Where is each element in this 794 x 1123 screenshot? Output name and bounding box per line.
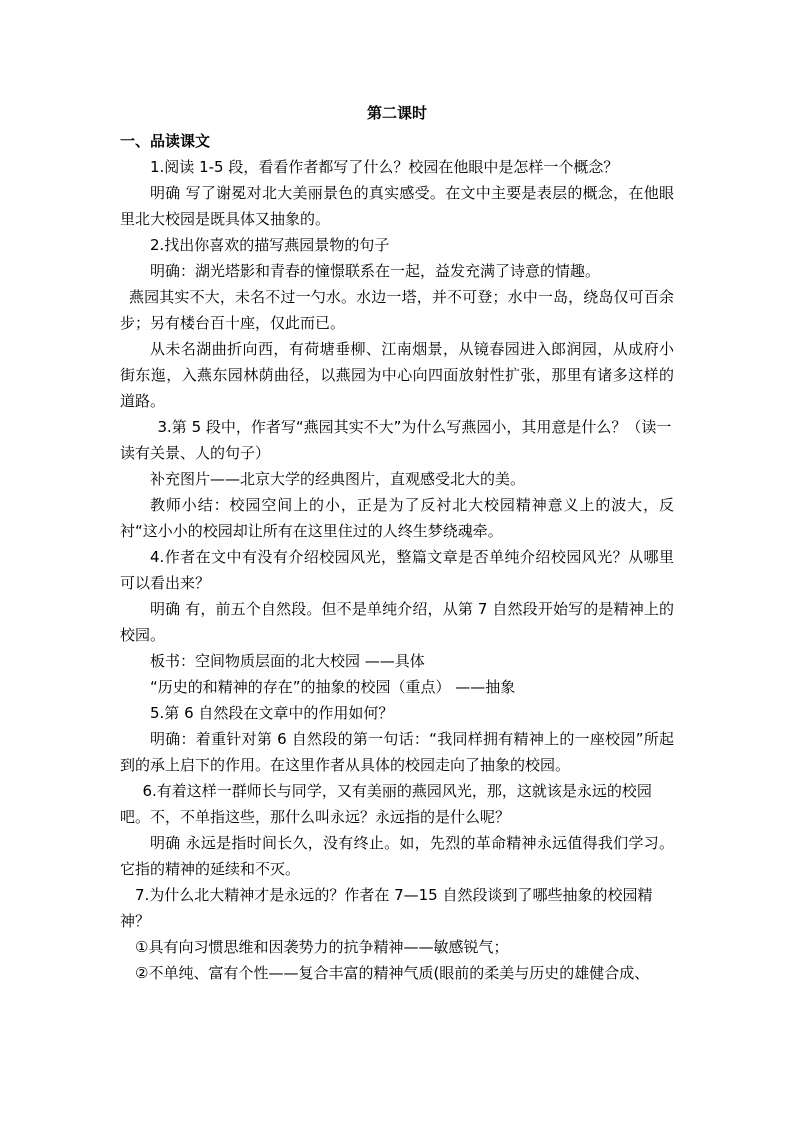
question-1: 1.阅读 1-5 段，看看作者都写了什么？校园在他眼中是怎样一个概念？ <box>150 158 619 176</box>
question-6: 6.有着这样一群师长与同学，又有美丽的燕园风光，那，这就该是永远的校园吧。不，不单指这些，那什么叫永远？永远指的是什么呢？ <box>120 782 652 826</box>
document-page <box>120 100 674 986</box>
question-7: 7.为什么北大精神才是永远的？作者在 7—15 自然段谈到了哪些抽象的校园精神？ <box>120 886 653 930</box>
question-2: 2.找出你喜欢的描写燕园景物的句子 <box>150 236 390 254</box>
section-heading: 一、品读课文 <box>120 132 211 150</box>
question-5: 5.第 6 自然段在文章中的作用如何？ <box>150 704 394 722</box>
question-4: 4.作者在文中有没有介绍校园风光，整篇文章是否单纯介绍校园风光？从哪里可以看出来？ <box>120 548 674 592</box>
quote-yanyuan-small: 燕园其实不大，未名不过一勺水。水边一塔，并不可登；水中一岛，绕岛仅可百余步；另有楼台百十座，仅此而已。 <box>120 288 674 332</box>
supplement-pictures: 补充图片——北京大学的经典图片，直观感受北大的美。 <box>150 470 526 488</box>
question-3: 3.第 5 段中，作者写“燕园其实不大”为什么写燕园小，其用意是什么？（读一读有关景、人的句子） <box>120 418 672 462</box>
spirit-item-2: ②不单纯、富有个性——复合丰富的精神气质(眼前的柔美与历史的雄健合成、 <box>135 964 650 982</box>
answer-2: 明确：湖光塔影和青春的憧憬联系在一起，益发充满了诗意的情趣。 <box>150 262 601 280</box>
answer-6: 明确 永远是指时间长久，没有终止。如，先烈的革命精神永远值得我们学习。它指的精神的延续和不灭。 <box>120 834 674 878</box>
teacher-summary: 教师小结：校园空间上的小，正是为了反衬北大校园精神意义上的波大，反衬“这小小的校园却让所有在这里住过的人终生梦绕魂牵。 <box>120 496 674 540</box>
answer-1: 明确 写了谢冕对北大美丽景色的真实感受。在文中主要是表层的概念，在他眼里北大校园是既具体又抽象的。 <box>120 184 674 228</box>
quote-weiminghu-west: 从未名湖曲折向西，有荷塘垂柳、江南烟景，从镜春园进入郎润园，从成府小街东迤，入燕东园林荫曲径，以燕园为中心向四面放射性扩张，那里有诸多这样的道路。 <box>120 340 674 410</box>
answer-4: 明确 有，前五个自然段。但不是单纯介绍，从第 7 自然段开始写的是精神上的校园。 <box>120 600 674 644</box>
answer-5: 明确：着重针对第 6 自然段的第一句话：“我同样拥有精神上的一座校园”所起到的承上启下的作用。在这里作者从具体的校园走向了抽象的校园。 <box>120 730 674 774</box>
spirit-item-1: ①具有向习惯思维和因袭势力的抗争精神——敏感锐气； <box>135 938 509 956</box>
blackboard-line-1: 板书：空间物质层面的北大校园 ——具体 <box>150 652 425 670</box>
blackboard-line-2: “历史的和精神的存在”的抽象的校园（重点） ——抽象 <box>150 678 516 696</box>
document-title: 第二课时 <box>366 104 427 122</box>
